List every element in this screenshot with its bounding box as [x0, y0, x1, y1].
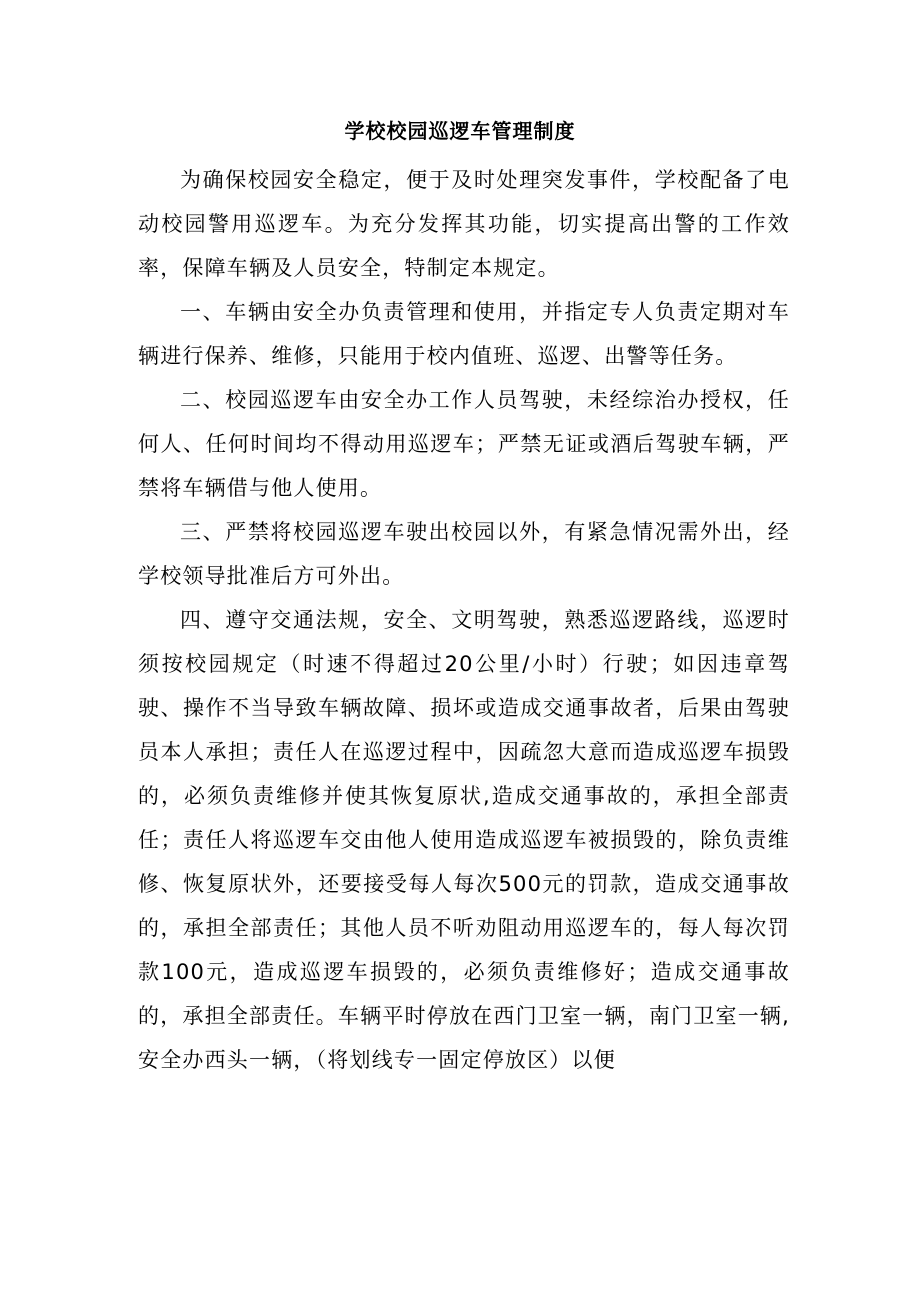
paragraph-rule-2: 二、校园巡逻车由安全办工作人员驾驶，未经综治办授权，任何人、任何时间均不得动用巡逻车；严禁无证或酒后驾驶车辆，严禁将车辆借与他人使用。	[138, 388, 790, 500]
document-body	[138, 158, 790, 1082]
paragraph-rule-3: 三、严禁将校园巡逻车驶出校园以外，有紧急情况需外出，经学校领导批准后方可外出。	[138, 520, 790, 588]
paragraph-rule-1: 一、车辆由安全办负责管理和使用，并指定专人负责定期对车辆进行保养、维修，只能用于校内值班、巡逻、出警等任务。	[138, 300, 790, 368]
document-title: 学校校园巡逻车管理制度	[344, 119, 576, 143]
paragraph-intro: 为确保校园安全稳定，便于及时处理突发事件，学校配备了电动校园警用巡逻车。为充分发挥其功能，切实提高出警的工作效率，保障车辆及人员安全，特制定本规定。	[138, 168, 790, 280]
paragraph-rule-4: 四、遵守交通法规，安全、文明驾驶，熟悉巡逻路线，巡逻时须按校园规定（时速不得超过20公里/小时）行驶；如因违章驾驶、操作不当导致车辆故障、损坏或造成交通事故者，后果由驾驶员本人承担；责任人在巡逻过程中，因疏忽大意而造成巡逻车损毁的，必须负责维修并使其恢复原状,造成交通事故的，承担全部责任；责任人将巡逻车交由他人使用造成巡逻车被损毁的，除负责维修、恢复原状外，还要接受每人每次500元的罚款，造成交通事故的，承担全部责任；其他人员不听劝阻动用巡逻车的，每人每次罚款100元，造成巡逻车损毁的，必须负责维修好；造成交通事故的，承担全部责任。车辆平时停放在西门卫室一辆，南门卫室一辆,安全办西头一辆，（将划线专一固定停放区）以便	[138, 608, 790, 1072]
